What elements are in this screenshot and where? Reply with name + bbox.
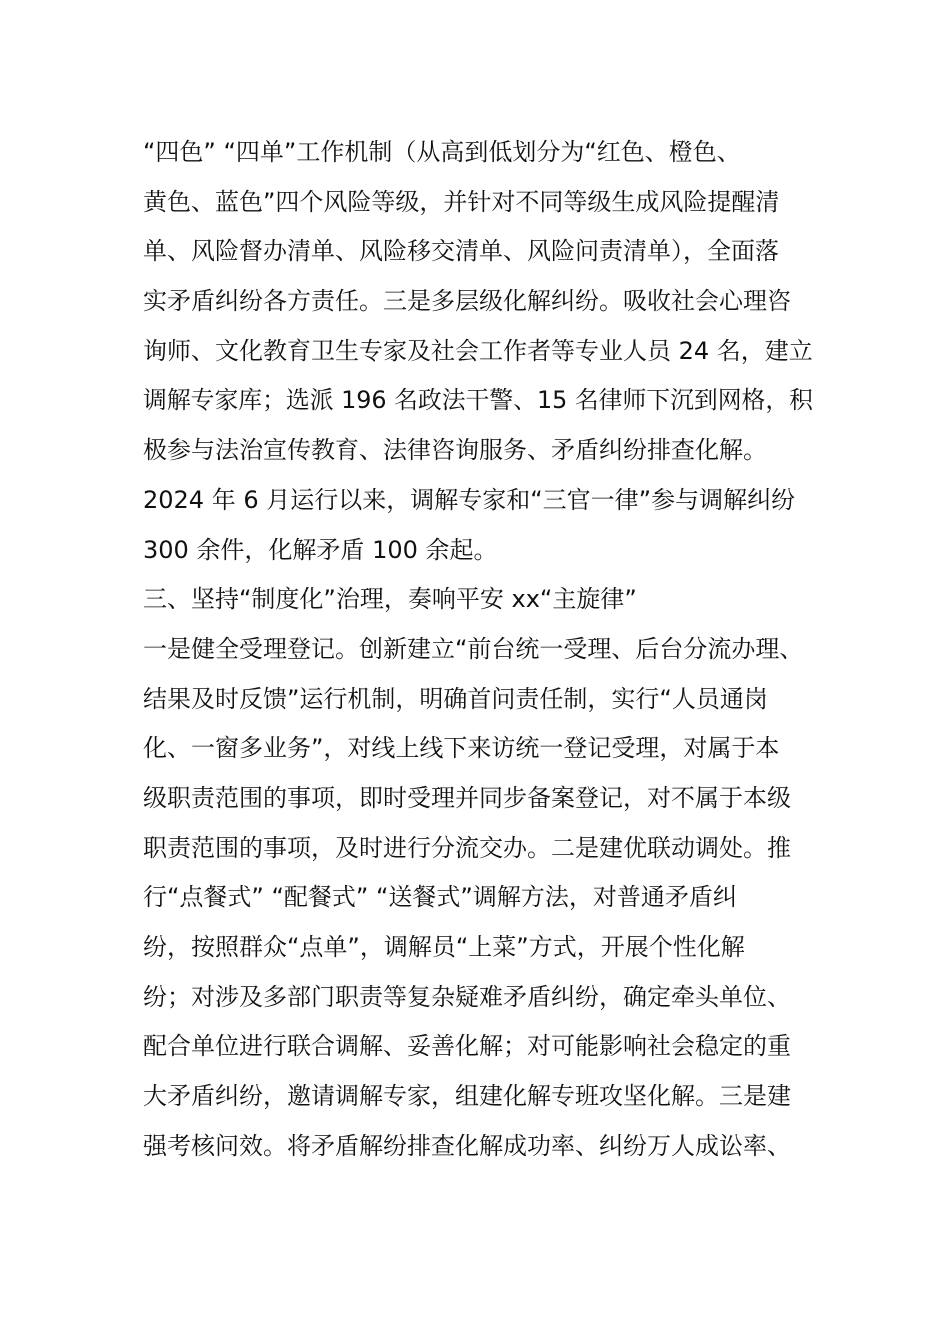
text-line: 级职责范围的事项，即时受理并同步备案登记，对不属于本级 [143,783,791,812]
text-line: 纷，按照群众“点单”，调解员“上菜”方式，开展个性化解 [143,933,745,961]
text-line: 职责范围的事项，及时进行分流交办。二是建优联动调处。推 [143,833,791,862]
text-line: 黄色、蓝色”四个风险等级，并针对不同等级生成风险提醒清 [143,187,780,216]
text-line: 强考核问效。将矛盾解纷排查化解成功率、纠纷万人成讼率、 [143,1131,791,1160]
text-line: 大矛盾纠纷，邀请调解专家，组建化解专班攻坚化解。三是建 [143,1082,791,1111]
text-line: 询师、文化教育卫生专家及社会工作者等专业人员 24 名，建立 [143,336,813,365]
text-line: 实矛盾纠纷各方责任。三是多层级化解纠纷。吸收社会心理咨 [143,287,791,316]
text-line: 2024 年 6 月运行以来，调解专家和“三官一律”参与调解纠纷 [143,485,796,514]
text-line: 300 余件，化解矛盾 100 余起。 [143,535,498,564]
text-line: 一是健全受理登记。创新建立“前台统一受理、后台分流办理、 [143,634,804,663]
text-line: 配合单位进行联合调解、妥善化解；对可能影响社会稳定的重 [143,1032,791,1061]
text-line: 化、一窗多业务”，对线上线下来访统一登记受理，对属于本 [143,734,780,763]
text-line: 调解专家库；选派 196 名政法干警、15 名律师下沉到网格，积 [143,386,813,415]
text-line: 结果及时反馈”运行机制，明确首问责任制，实行“人员通岗 [143,684,768,713]
text-line: 极参与法治宣传教育、法律咨询服务、矛盾纠纷排查化解。 [143,436,767,465]
text-line: 纷；对涉及多部门职责等复杂疑难矛盾纠纷，确定牵头单位、 [143,982,791,1011]
text-line: 单、风险督办清单、风险移交清单、风险问责清单），全面落 [143,237,779,266]
text-line: 行“点餐式” “配餐式” “送餐式”调解方法，对普通矛盾纠 [143,883,737,912]
text-line: “四色” “四单”工作机制（从高到低划分为“红色、橙色、 [143,138,741,166]
body-text [143,128,813,1171]
section-heading: 三、坚持“制度化”治理，奏响平安 xx“主旋律” [143,585,637,614]
